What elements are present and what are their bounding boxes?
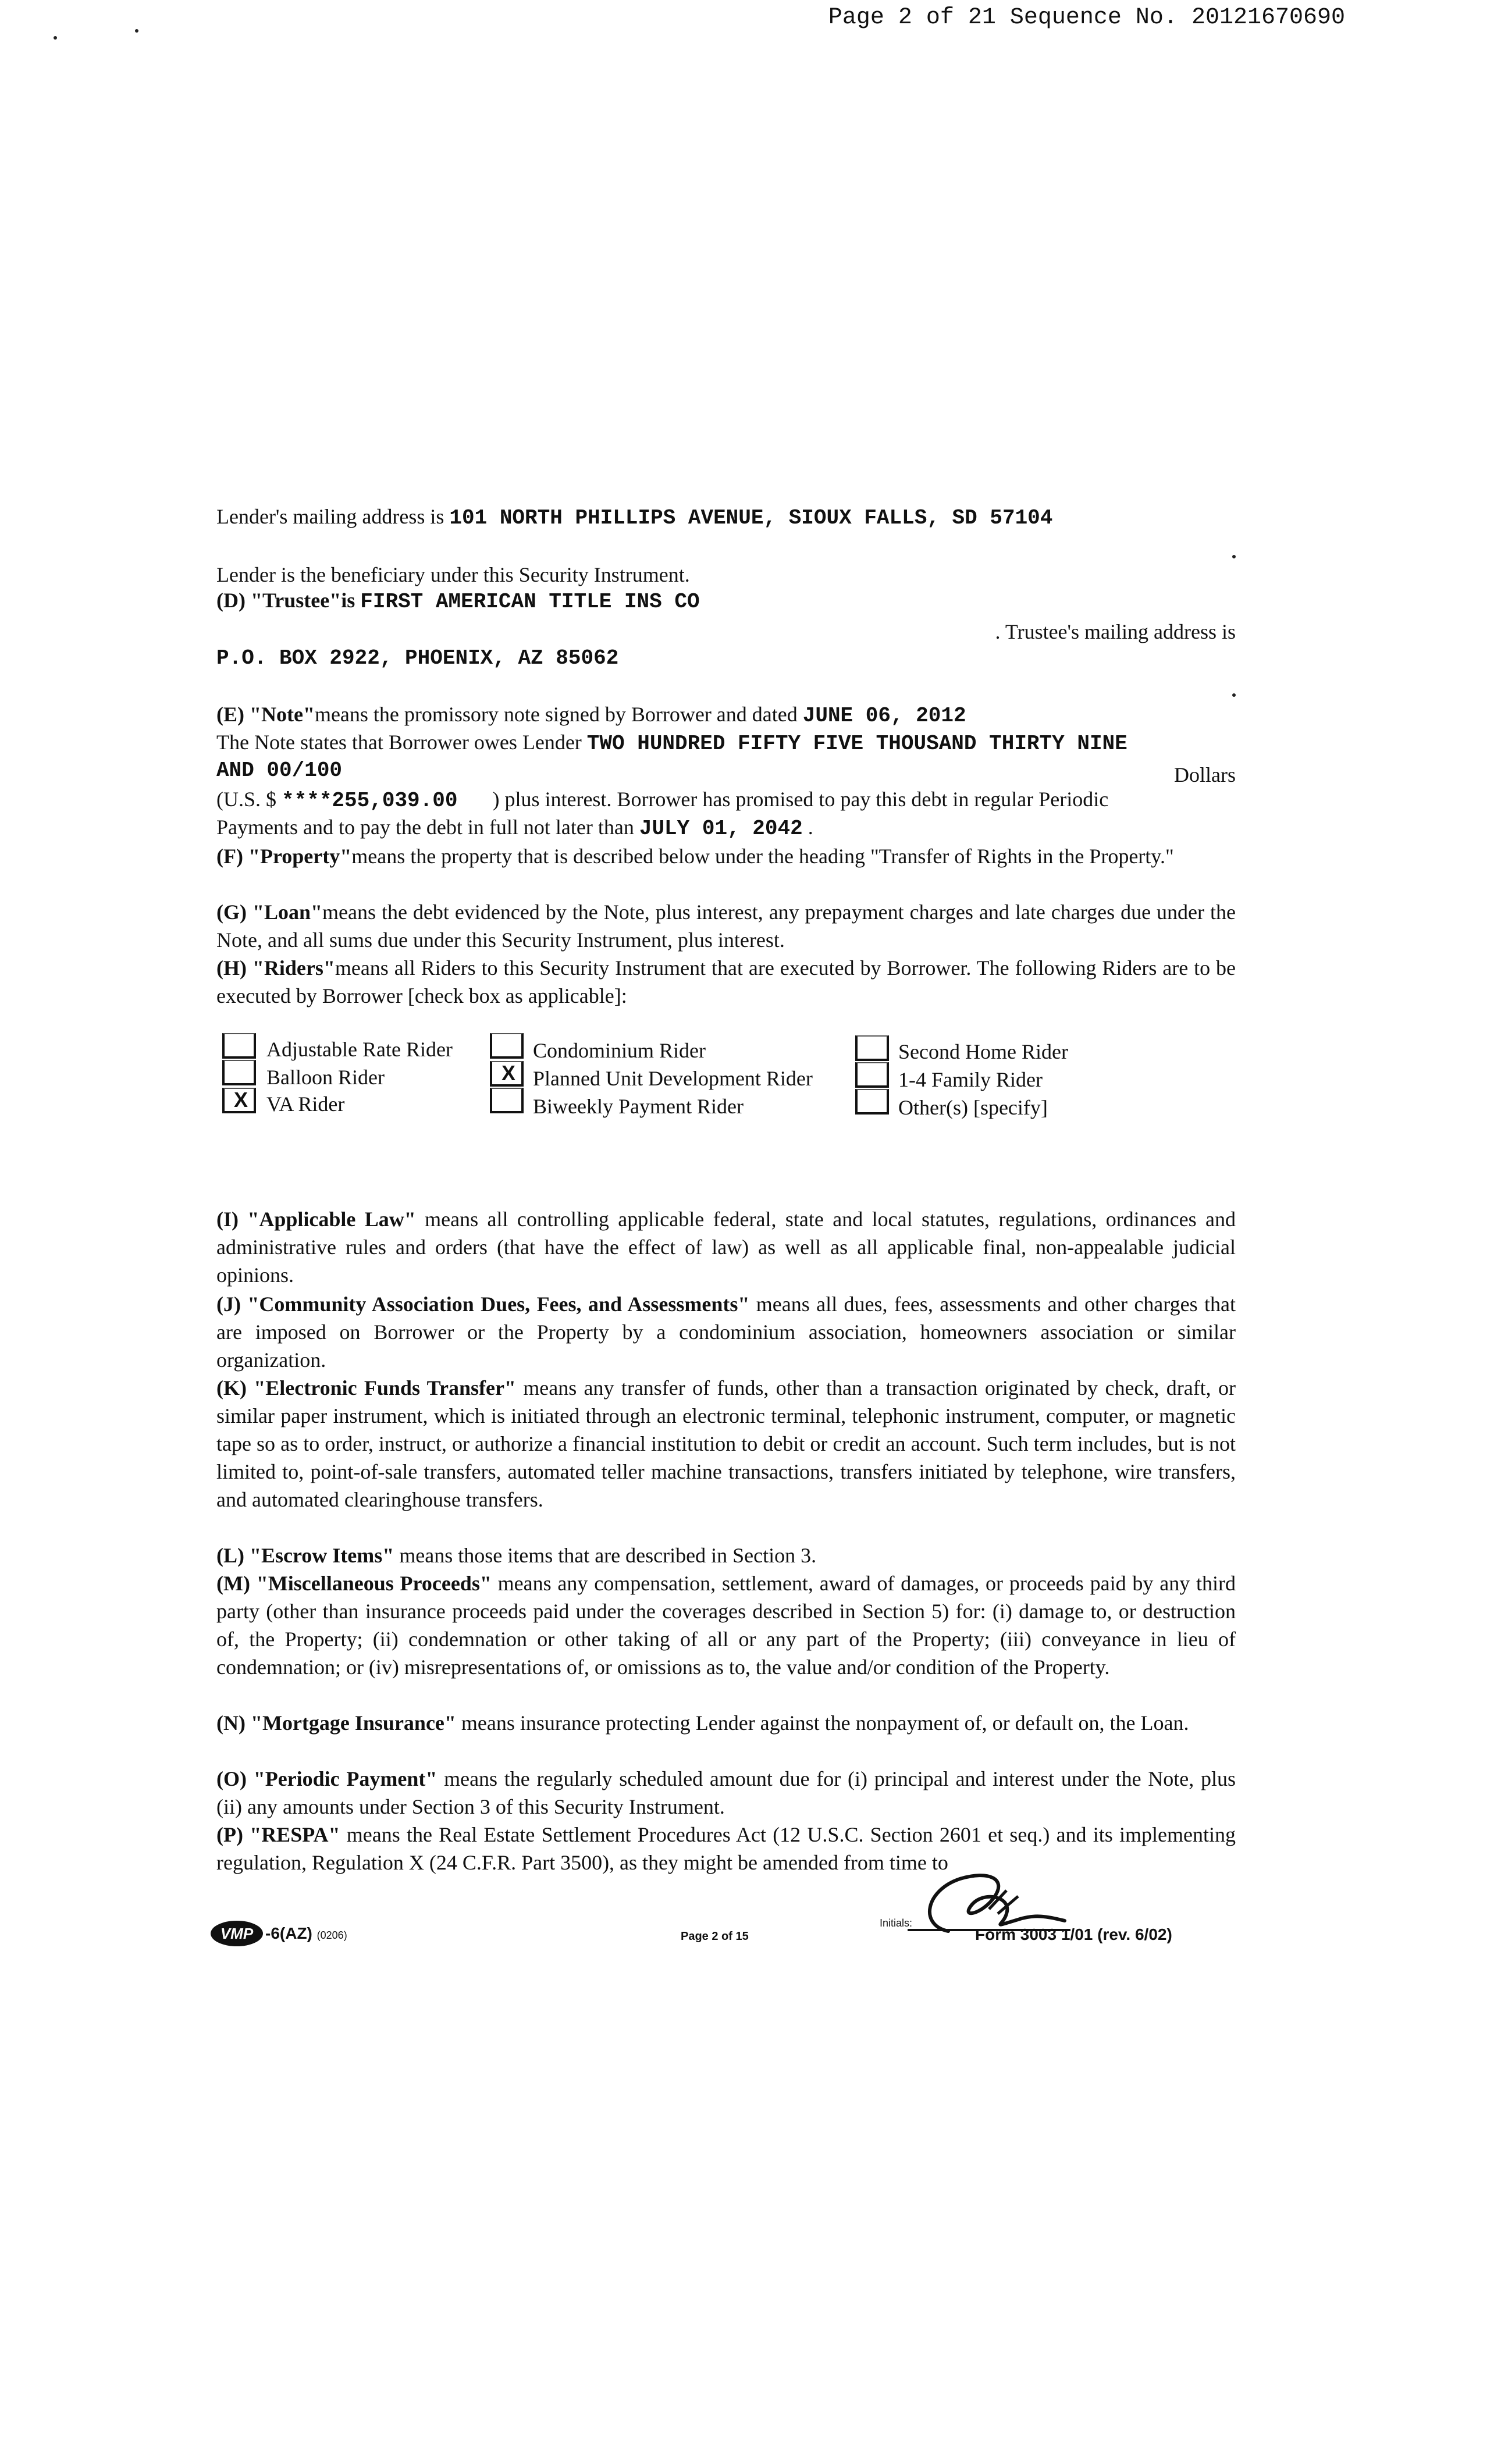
scan-speck [1232,693,1236,697]
rider-label: 1-4 Family Rider [898,1068,1043,1091]
rider-label: Other(s) [specify] [898,1096,1048,1119]
rider-label: Balloon Rider [266,1066,385,1089]
definition-periodic-payment: (O) "Periodic Payment" means the regularly scheduled amount due for (i) principal and interest under the Note, plus (ii) any amounts under Section 3 of this Security Instrument. [216,1767,1236,1818]
definition-community-association-dues: (J) "Community Association Dues, Fees, and Assessments" means all dues, fees, assessments and other charges that are imposed on Borrower or the Property by a condominium association, homeowners association or similar organization. [216,1292,1236,1372]
initials-label: Initials: [880,1917,913,1929]
note-date: JUNE 06, 2012 [802,704,966,728]
rider-checkbox-planned-unit-development[interactable] [490,1061,524,1087]
definition-escrow-items: (L) "Escrow Items" means those items that are described in Section 3. [216,1544,817,1567]
property-definition: (F) "Property"means the property that is described below under the heading "Transfer of Rights in the Property." [216,845,1174,868]
lender-mailing-address: 101 NORTH PHILLIPS AVENUE, SIOUX FALLS, SD 57104 [449,506,1053,530]
scan-speck [135,29,138,33]
rider-label: VA Rider [266,1092,345,1116]
definition-miscellaneous-proceeds: (M) "Miscellaneous Proceeds" means any compensation, settlement, award of damages, or proceeds paid by any third party (other than insurance proceeds paid under the coverages described in Section 5) for: (i) damage to, or destruction of, the Property; (ii) condemnation or other taking of all or any part of the Property; (iii) conveyance in lieu of condemnation; or (iv) misrepresentations of, or omissions as to, the value and/or condition of the Property. [216,1572,1236,1679]
rider-checkbox-1-4-family[interactable] [855,1062,889,1088]
definition-electronic-funds-transfer: (K) "Electronic Funds Transfer" means any transfer of funds, other than a transaction originated by check, draft, or similar paper instrument, which is initiated through an electronic terminal, telephonic instrument, computer, or magnetic tape so as to order, instruct, or authorize a financial institution to debit or credit an account. Such term includes, but is not limited to, point-of-sale transfers, automated teller machine transactions, transfers initiated by telephone, wire transfers, and automated clearinghouse transfers. [216,1376,1236,1511]
rider-label: Planned Unit Development Rider [533,1067,813,1090]
rider-label: Second Home Rider [898,1040,1068,1063]
rider-checkbox-second-home[interactable] [855,1035,889,1061]
vmp-logo: VMP [211,1921,263,1946]
rider-checkbox-balloon[interactable] [222,1060,256,1085]
form-code: -6(AZ) (0206) [265,1924,347,1942]
lender-mailing-line: Lender's mailing address is 101 NORTH PHILLIPS AVENUE, SIOUX FALLS, SD 57104 [216,505,1053,530]
lender-beneficiary: Lender is the beneficiary under this Security Instrument. [216,563,690,586]
note-amount: ****255,039.00 [282,789,458,813]
rider-checkbox-condominium[interactable] [490,1033,524,1059]
rider-checkbox-biweekly-payment[interactable] [490,1088,524,1113]
note-dollars: Dollars [1174,763,1236,786]
definition-applicable-law: (I) "Applicable Law" means all controlling applicable federal, state and local statutes, regulations, ordinances and administrative rules and orders (that have the effect of law) as well as all applicable final, non-appealable judicial opinions. [216,1208,1236,1287]
loan-definition: (G) "Loan"means the debt evidenced by the Note, plus interest, any prepayment charges and late charges due under the Note, and all sums due under this Security Instrument, plus interest. [216,900,1236,952]
trustee-mailing-label: . Trustee's mailing address is [995,620,1236,643]
scan-speck [1232,555,1236,558]
trustee-line: (D) "Trustee"is FIRST AMERICAN TITLE INS CO [216,589,700,614]
page-of-total: Page 2 of 15 [681,1930,749,1943]
rider-checkbox-va[interactable] [222,1088,256,1113]
trustee-address: P.O. BOX 2922, PHOENIX, AZ 85062 [216,646,619,670]
note-line-1: (E) "Note"means the promissory note signed by Borrower and dated JUNE 06, 2012 [216,703,966,728]
note-amount-words: TWO HUNDRED FIFTY FIVE THOUSAND THIRTY NINE [586,732,1127,756]
note-maturity: JULY 01, 2042 [639,817,803,841]
riders-definition: (H) "Riders"means all Riders to this Security Instrument that are executed by Borrower. The following Riders are to be executed by Borrower [check box as applicable]: [216,956,1236,1007]
note-line-2: The Note states that Borrower owes Lender TWO HUNDRED FIFTY FIVE THOUSAND THIRTY NINE [216,731,1127,756]
definition-respa: (P) "RESPA" means the Real Estate Settlement Procedures Act (12 U.S.C. Section 2601 et seq.) and its implementing regulation, Regulation X (24 C.F.R. Part 3500), as they might be amended from time to [216,1823,1236,1874]
note-line-5: Payments and to pay the debt in full not later than JULY 01, 2042 . [216,816,813,841]
rider-label: Condominium Rider [533,1039,706,1062]
note-line-3: AND 00/100 [216,759,343,782]
form-number: Form 3003 1/01 (rev. 6/02) [975,1925,1172,1943]
rider-label: Biweekly Payment Rider [533,1095,744,1118]
rider-label: Adjustable Rate Rider [266,1038,453,1061]
rider-checkbox-adjustable-rate[interactable] [222,1033,256,1059]
scan-speck [54,36,57,40]
rider-checkbox-other[interactable] [855,1089,889,1115]
trustee-name: FIRST AMERICAN TITLE INS CO [360,590,700,614]
definition-mortgage-insurance: (N) "Mortgage Insurance" means insurance protecting Lender against the nonpayment of, or default on, the Loan. [216,1711,1189,1735]
page-sequence-header: Page 2 of 21 Sequence No. 20121670690 [828,5,1345,31]
note-line-4: (U.S. $ ****255,039.00 ) plus interest. Borrower has promised to pay this debt in regular Periodic [216,788,1109,813]
